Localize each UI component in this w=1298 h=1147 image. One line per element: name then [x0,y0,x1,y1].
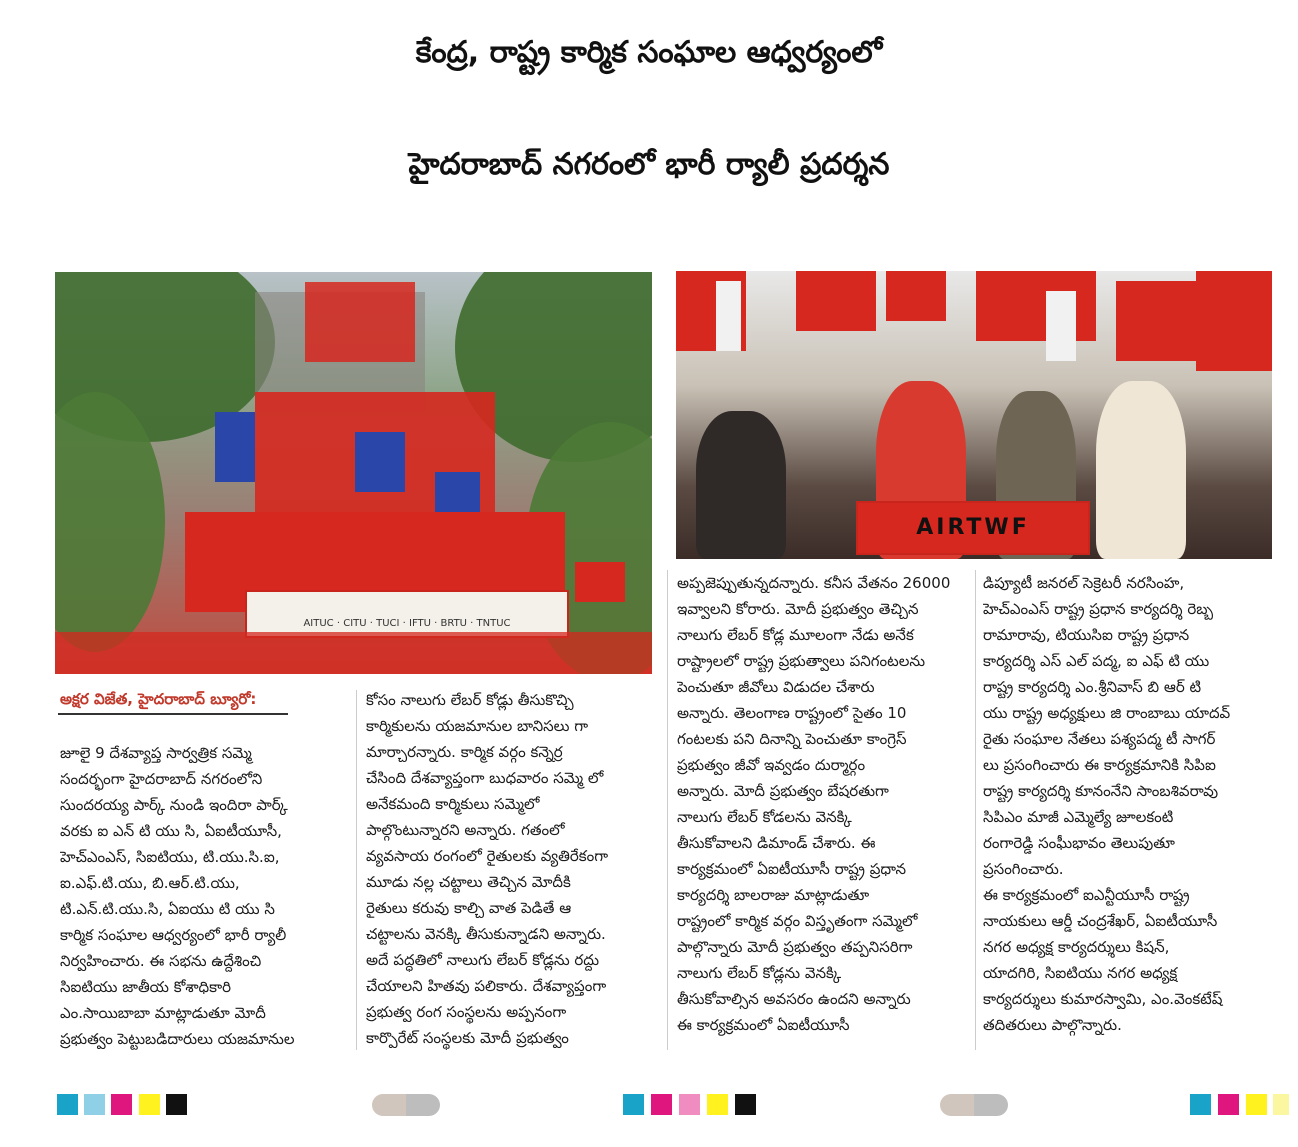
right-photo-banner [856,501,1090,555]
right-photo-banner-text: AIRTWF [916,515,1030,540]
gray-pill-mark [372,1094,440,1116]
column-divider [975,570,976,1050]
column-divider [356,690,357,1050]
left-photo-banner-text: AITUC · CITU · TUCI · IFTU · BRTU · TNTUC [303,618,511,629]
article-column-2: కోసం నాలుగు లేబర్ కోడ్లు తీసుకొచ్చి కార్మికులను యజమానుల బానిసలు గా మార్చారన్నారు. కార్మిక వర్గం కన్నెర్ర చేసింది దేశవ్యాప్తంగా బుధవారం సమ్మె లో అనేకమంది కార్మికులు సమ్మెలో పాల్గొంటున్నారని అన్నారు. గతంలో వ్యవసాయ రంగంలో రైతులకు వ్యతిరేకంగా మూడు నల్ల చట్టాలు తెచ్చిన మోదీకి రైతులు కరువు కాల్చి వాత పెడితే ఆ చట్టాలను వెనక్కి తీసుకున్నాడని అన్నారు. అదే పద్ధతిలో నాలుగు లేబర్ కోడ్లను రద్దు చేయాలని హితవు పలికారు. దేశవ్యాప్తంగా ప్రభుత్వ రంగ సంస్థలను అప్పనంగా కార్పొరేట్ సంస్థలకు మోదీ ప్రభుత్వం [366,691,609,1047]
article-column-4: డిప్యూటీ జనరల్ సెక్రెటరీ నరసింహ, హెచ్ఎంఎస్ రాష్ట్ర ప్రధాన కార్యదర్శి రెబ్బ రామారావు, టియుసిఐ రాష్ట్ర ప్రధాన కార్యదర్శి ఎస్ ఎల్ పద్మ, ఐ ఎఫ్ టి యు రాష్ట్ర కార్యదర్శి ఎం.శ్రీనివాస్ బి ఆర్ టి యు రాష్ట్ర అధ్యక్షులు జి రాంబాబు యాదవ్ రైతు సంఘాల నేతలు పశ్యపద్మ టీ సాగర్ లు ప్రసంగించారు ఈ కార్యక్రమానికి సిపిఐ రాష్ట్ర కార్యదర్శి కూనంనేని సాంబశివరావు సిపిఎం మాజీ ఎమ్మెల్యే జూలకంటి రంగారెడ్డి సంఘీభావం తెలుపుతూ ప్రసంగించారు. ఈ కార్యక్రమంలో ఐఎన్టీయూసీ రాష్ట్ర నాయకులు ఆర్డీ చంద్రశేఖర్, ఏఐటీయూసీ నగర అధ్యక్ష కార్యదర్శులు కిషన్, యాదగిరి, సిఐటియు నగర అధ్యక్ష కార్యదర్శులు కుమారస్వామి, ఎం.వెంకటేష్ తదితరులు పాల్గొన్నారు. [983,574,1231,1034]
article-column-1: జూలై 9 దేశవ్యాప్త సార్వత్రిక సమ్మె సందర్భంగా హైదరాబాద్ నగరంలోని సుందరయ్య పార్క్ నుండి ఇందిరా పార్క్ వరకు ఐ ఎన్ టి యు సి, ఏఐటీయూసీ, హెచ్ఎంఎస్, సిఐటియు, టి.యు.సి.ఐ, ఐ.ఎఫ్.టి.యు, బి.ఆర్.టి.యు, టి.ఎన్.టి.యు.సి, ఏఐయు టి యు సి కార్మిక సంఘాల ఆధ్వర్యంలో భారీ ర్యాలీ నిర్వహించారు. ఈ సభను ఉద్దేశించి సిఐటియు జాతీయ కోశాధికారి ఎం.సాయిబాబా మాట్లాడుతూ మోదీ ప్రభుత్వం పెట్టుబడిదారులు యజమానుల [60,744,295,1048]
article-column-3: అప్పజెప్పుతున్నదన్నారు. కనీస వేతనం 26000 ఇవ్వాలని కోరారు. మోదీ ప్రభుత్వం తెచ్చిన నాలుగు లేబర్ కోడ్ల మూలంగా నేడు అనేక రాష్ట్రాలలో రాష్ట్ర ప్రభుత్వాలు పనిగంటలను పెంచుతూ జీవోలు విడుదల చేశారు అన్నారు. తెలంగాణ రాష్ట్రంలో సైతం 10 గంటలకు పని దినాన్ని పెంచుతూ కాంగ్రెస్ ప్రభుత్వం జీవో ఇవ్వడం దుర్మార్గం అన్నారు. మోదీ ప్రభుత్వం బేషరతుగా నాలుగు లేబర్ కోడలను వెనక్కి తీసుకోవాలని డిమాండ్ చేశారు. ఈ కార్యక్రమంలో ఏఐటీయూసీ రాష్ట్ర ప్రధాన కార్యదర్శి బాలరాజు మాట్లాడుతూ రాష్ట్రంలో కార్మిక వర్గం విస్తృతంగా సమ్మెలో పాల్గొన్నారు మోదీ ప్రభుత్వం తప్పనిసరిగా నాలుగు లేబర్ కోడ్లను వెనక్కి తీసుకోవాల్సిన అవసరం ఉందని అన్నారు ఈ కార్యక్రమంలో ఏఐటీయూసీ [677,574,951,1034]
byline-underline [58,713,288,715]
leaders-photo [676,271,1272,559]
column-divider [667,570,668,1050]
headline-line-1: కేంద్ర, రాష్ట్ర కార్మిక సంఘాల ఆధ్వర్యంలో [415,35,883,70]
left-photo-banner [245,590,569,638]
gray-pill-mark [940,1094,1008,1116]
byline: అక్షర విజేత, హైదరాబాద్ బ్యూరో: [60,690,257,708]
headline-line-2: హైదరాబాద్ నగరంలో భారీ ర్యాలీ ప్రదర్శన [408,147,890,182]
rally-photo [55,272,652,674]
